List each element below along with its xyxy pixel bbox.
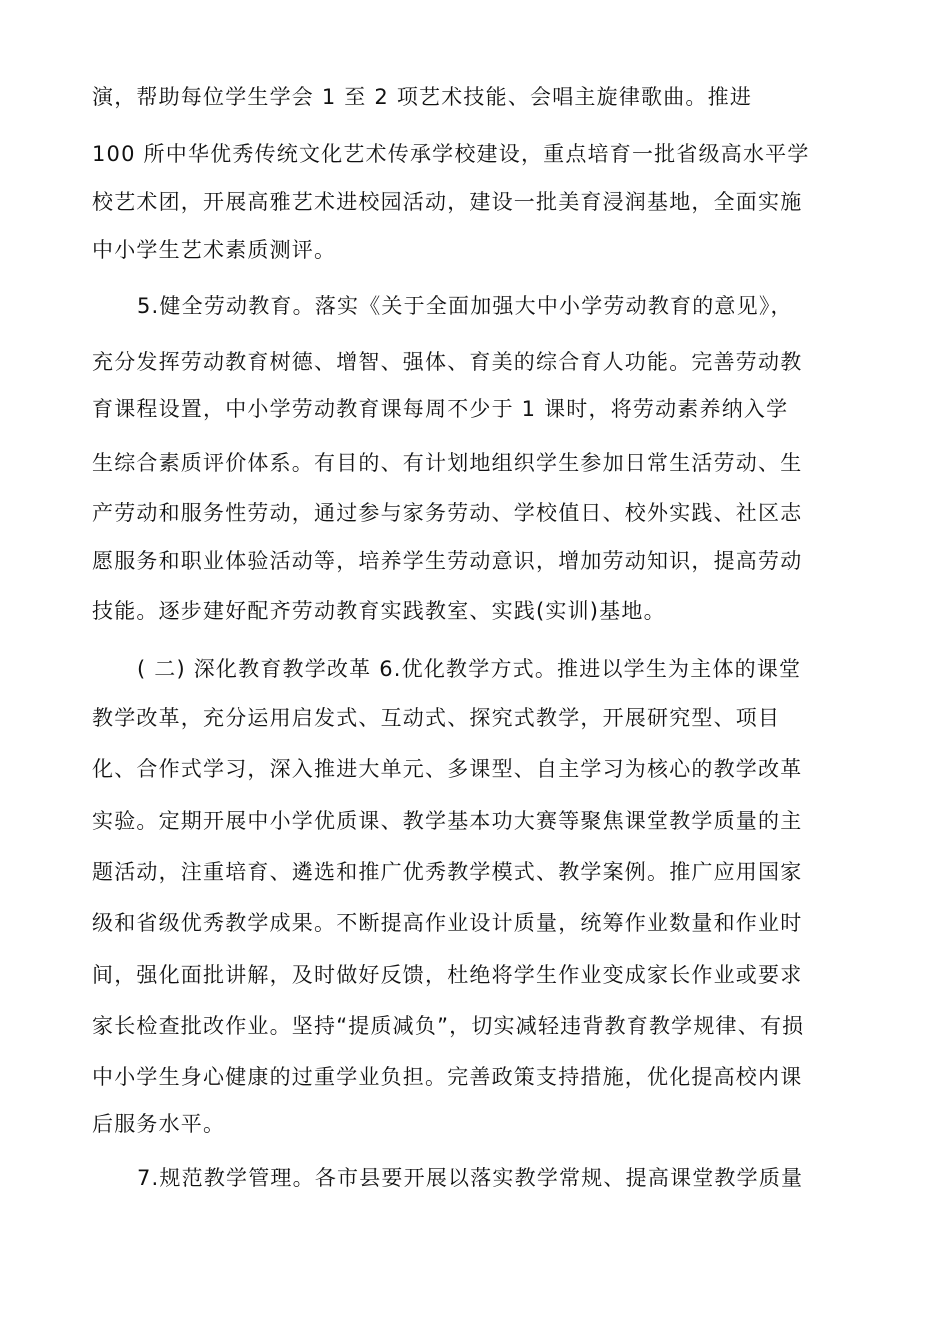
- text-line: 实验。定期开展中小学优质课、教学基本功大赛等聚焦课堂教学质量的主: [92, 809, 803, 833]
- text-line: 间，强化面批讲解，及时做好反馈，杜绝将学生作业变成家长作业或要求: [92, 963, 803, 987]
- text-line: 化、合作式学习，深入推进大单元、多课型、自主学习为核心的教学改革: [92, 757, 803, 781]
- section-heading-teaching-management: 7.规范教学管理。各市县要开展以落实教学常规、提高课堂教学质量: [137, 1166, 804, 1190]
- text-line: 愿服务和职业体验活动等，培养学生劳动意识，增加劳动知识，提高劳动: [92, 549, 803, 573]
- text-line: 充分发挥劳动教育树德、增智、强体、育美的综合育人功能。完善劳动教: [92, 350, 803, 374]
- text-line: 中小学生艺术素质测评。: [92, 238, 337, 262]
- text-line: 题活动，注重培育、遴选和推广优秀教学模式、教学案例。推广应用国家: [92, 860, 803, 884]
- text-line: 产劳动和服务性劳动，通过参与家务劳动、学校值日、校外实践、社区志: [92, 501, 803, 525]
- section-heading-teaching-reform: ( 二) 深化教育教学改革 6.优化教学方式。推进以学生为主体的课堂: [137, 657, 802, 681]
- text-line: 校艺术团，开展高雅艺术进校园活动，建设一批美育浸润基地，全面实施: [92, 190, 803, 214]
- text-line: 中小学生身心健康的过重学业负担。完善政策支持措施，优化提高校内课: [92, 1065, 803, 1089]
- text-line: 演，帮助每位学生学会 1 至 2 项艺术技能、会唱主旋律歌曲。推进: [92, 85, 753, 109]
- text-line: 家长检查批改作业。坚持“提质减负”，切实减轻违背教育教学规律、有损: [92, 1014, 805, 1038]
- text-line: 后服务水平。: [92, 1112, 226, 1136]
- text-line: 100 所中华优秀传统文化艺术传承学校建设，重点培育一批省级高水平学: [92, 142, 810, 166]
- text-line: 生综合素质评价体系。有目的、有计划地组织学生参加日常生活劳动、生: [92, 451, 803, 475]
- text-line: 教学改革，充分运用启发式、互动式、探究式教学，开展研究型、项目: [92, 706, 781, 730]
- text-line: 育课程设置，中小学劳动教育课每周不少于 1 课时，将劳动素养纳入学: [92, 397, 789, 421]
- section-heading-labor-education: 5.健全劳动教育。落实《关于全面加强大中小学劳动教育的意见》，: [137, 294, 793, 318]
- text-line: 级和省级优秀教学成果。不断提高作业设计质量，统筹作业数量和作业时: [92, 911, 803, 935]
- text-line: 技能。逐步建好配齐劳动教育实践教室、实践(实训)基地。: [92, 599, 666, 623]
